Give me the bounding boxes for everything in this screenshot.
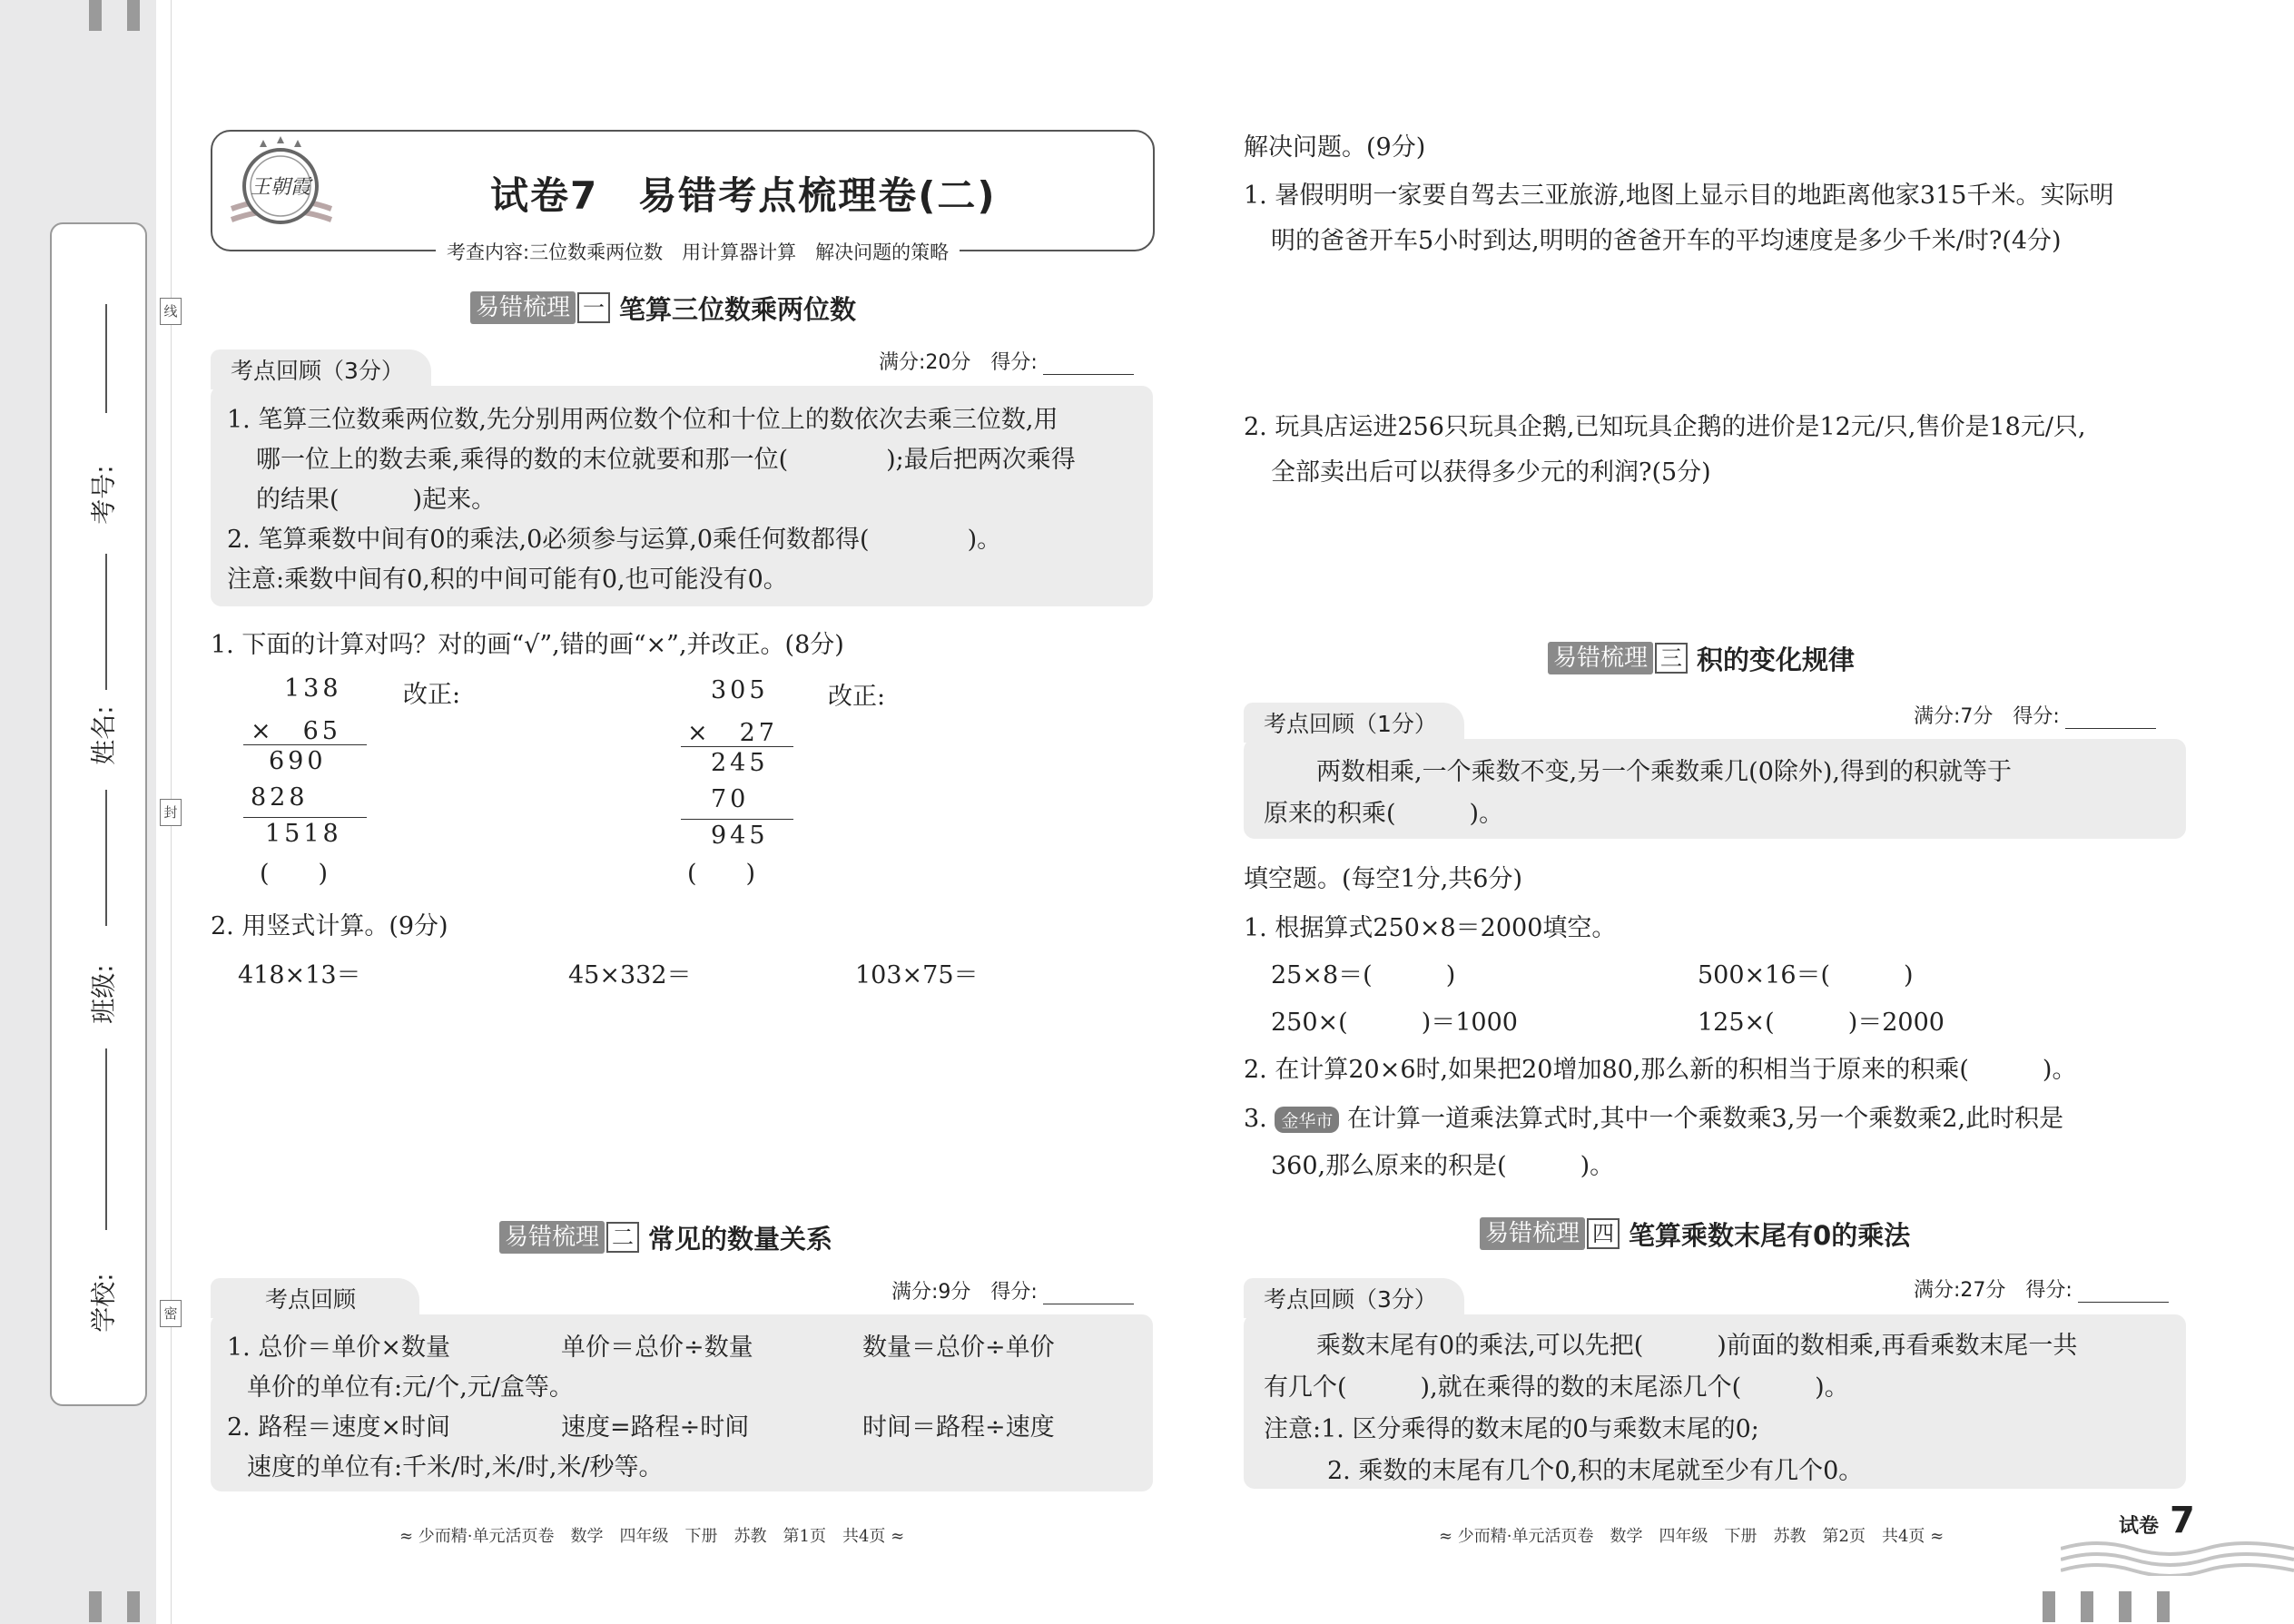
section-badge: 易错梳理 xyxy=(1548,642,1653,674)
score-blank xyxy=(2065,710,2156,729)
score-text: 满分:20分 得分: xyxy=(879,351,1038,374)
calc-a-line: 690 xyxy=(269,747,327,775)
review-line: 有几个( ),就在乘得的数的末尾添几个( )。 xyxy=(1264,1373,1849,1402)
brand-logo xyxy=(227,136,334,236)
fill-item: 25×8＝( ) xyxy=(1271,961,1456,989)
relation-line: 数量＝总价÷单价 xyxy=(862,1334,1055,1362)
problem-intro: 解决问题。(9分) xyxy=(1244,133,1426,162)
paper-number: 7 xyxy=(2166,1500,2199,1541)
section-number: 二 xyxy=(606,1222,639,1253)
score-blank xyxy=(1043,356,1134,375)
relation-line: 单价＝总价÷数量 xyxy=(561,1334,753,1362)
review-line: 两数相乘,一个乘数不变,另一个乘数乘几(0除外),得到的积就等于 xyxy=(1316,758,2012,786)
exam-scope: 考查内容:三位数乘两位数 用计算器计算 解决问题的策略 xyxy=(436,238,960,265)
section-number: 三 xyxy=(1655,643,1688,674)
review-line: 乘数末尾有0的乘法,可以先把( )前面的数相乘,再看乘数末尾一共 xyxy=(1316,1332,2078,1360)
question-2: 2. 用竖式计算。(9分) xyxy=(211,912,448,940)
calc-b-line: 945 xyxy=(711,822,769,850)
calc-item: 103×75＝ xyxy=(855,961,979,989)
score-text: 满分:9分 得分: xyxy=(891,1281,1038,1304)
section-title: 积的变化规律 xyxy=(1697,644,1856,675)
section-number: 一 xyxy=(577,292,610,323)
calc-a-line: 1518 xyxy=(265,820,342,848)
review-tab: 考点回顾（3分） xyxy=(211,349,431,389)
review-tab: 考点回顾 xyxy=(211,1278,419,1318)
calc-b-line: 70 xyxy=(711,785,750,813)
fill-item: 250×( )＝1000 xyxy=(1271,1009,1518,1037)
section-badge: 易错梳理 xyxy=(499,1221,605,1254)
review-note: 注意:1. 区分乘得的数末尾的0与乘数末尾的0; xyxy=(1264,1415,1759,1443)
school-line xyxy=(105,1048,107,1230)
question-number: 3. xyxy=(1244,1105,1267,1133)
calc-b-line: 245 xyxy=(711,749,769,777)
registration-mark xyxy=(89,1591,102,1622)
relation-line: 速度的单位有:千米/时,米/时,米/秒等。 xyxy=(247,1453,664,1481)
fix-label: 改正: xyxy=(828,683,886,711)
fill-question-1: 1. 根据算式250×8＝2000填空。 xyxy=(1244,914,1617,942)
paper-label: 试卷 xyxy=(2115,1511,2162,1539)
fix-label: 改正: xyxy=(403,681,461,709)
score-blank xyxy=(1043,1285,1134,1304)
section-title: 笔算三位数乘两位数 xyxy=(619,293,857,325)
review-tab: 考点回顾（3分） xyxy=(1244,1278,1464,1318)
review-line: 1. 笔算三位数乘两位数,先分别用两位数个位和十位上的数依次去乘三位数,用 xyxy=(227,406,1058,434)
registration-mark xyxy=(89,0,102,31)
calc-item: 418×13＝ xyxy=(238,961,361,989)
relation-line: 2. 路程＝速度×时间 xyxy=(227,1413,450,1442)
calc-b-line: × 27 xyxy=(687,719,778,747)
section-title: 常见的数量关系 xyxy=(648,1223,833,1255)
region-tag: 金华市 xyxy=(1275,1107,1339,1133)
fill-question-2: 2. 在计算20×6时,如果把20增加80,那么新的积相当于原来的积乘( )。 xyxy=(1244,1056,2077,1084)
class-label: 班级: xyxy=(88,964,119,1024)
svg-text:王朝霞: 王朝霞 xyxy=(250,176,311,199)
registration-mark xyxy=(2157,1591,2170,1622)
cut-mark-dense: 密 xyxy=(160,1300,182,1327)
student-name-line xyxy=(105,554,107,690)
review-line: 哪一位上的数去乘,乘得的数的末位就要和那一位( );最后把两次乘得 xyxy=(256,446,1076,474)
review-note: 2. 乘数的末尾有几个0,积的末尾就至少有几个0。 xyxy=(1327,1457,1864,1485)
review-line: 的结果( )起来。 xyxy=(256,486,497,514)
fill-question-3-cont: 360,那么原来的积是( )。 xyxy=(1271,1152,1615,1180)
score-text: 满分:27分 得分: xyxy=(1914,1279,2072,1302)
review-note: 注意:乘数中间有0,积的中间可能有0,也可能没有0。 xyxy=(227,566,788,594)
student-info-box xyxy=(50,222,147,1406)
registration-mark xyxy=(2081,1591,2093,1622)
fill-question-3 xyxy=(1244,1098,2063,1134)
score-line xyxy=(1914,701,2156,729)
review-line: 2. 笔算乘数中间有0的乘法,0必须参与运算,0乘任何数都得( )。 xyxy=(227,526,1002,554)
question-text: 在计算一道乘法算式时,其中一个乘数乘3,另一个乘数乘2,此时积是 xyxy=(1346,1105,2064,1133)
registration-mark xyxy=(2119,1591,2132,1622)
section-heading-1 xyxy=(470,290,856,325)
calc-rule xyxy=(681,819,793,820)
problem-2-line: 全部卖出后可以获得多少元的利润?(5分) xyxy=(1271,458,1711,487)
score-line xyxy=(1914,1275,2169,1303)
section-badge: 易错梳理 xyxy=(470,291,576,324)
section-heading-2 xyxy=(499,1220,832,1255)
section-heading-4 xyxy=(1480,1216,1910,1251)
relation-line: 1. 总价＝单价×数量 xyxy=(227,1334,450,1362)
score-line xyxy=(891,1276,1134,1304)
score-blank xyxy=(2078,1284,2169,1303)
registration-mark xyxy=(127,0,140,31)
calc-b-line: 305 xyxy=(711,676,769,704)
score-line xyxy=(879,347,1134,375)
school-label: 学校: xyxy=(88,1273,119,1333)
fill-intro: 填空题。(每空1分,共6分) xyxy=(1244,865,1523,893)
problem-1-line: 1. 暑假明明一家要自驾去三亚旅游,地图上显示目的地距离他家315千米。实际明 xyxy=(1244,182,2114,210)
relation-line: 速度=路程÷时间 xyxy=(561,1413,750,1442)
answer-blank: ( ) xyxy=(260,860,329,888)
score-text: 满分:7分 得分: xyxy=(1914,705,2060,728)
calc-rule xyxy=(681,746,793,747)
calc-a-line: × 65 xyxy=(251,717,341,745)
registration-mark xyxy=(127,1591,140,1622)
calc-rule xyxy=(243,744,367,745)
calc-rule xyxy=(243,817,367,818)
page-title: 试卷7 易错考点梳理卷(二) xyxy=(490,173,997,218)
review-line: 原来的积乘( )。 xyxy=(1264,800,1504,828)
class-line xyxy=(105,790,107,926)
registration-mark xyxy=(2043,1591,2055,1622)
fill-item: 125×( )＝2000 xyxy=(1698,1009,1944,1037)
calc-a-line: 138 xyxy=(284,674,342,703)
review-tab: 考点回顾（1分） xyxy=(1244,703,1464,743)
relation-line: 单价的单位有:元/个,元/盒等。 xyxy=(247,1373,574,1402)
problem-2-line: 2. 玩具店运进256只玩具企鹅,已知玩具企鹅的进价是12元/只,售价是18元/只, xyxy=(1244,413,2086,441)
footer-right: ≈ 少而精·单元活页卷 数学 四年级 下册 苏教 第2页 共4页 ≈ xyxy=(1439,1527,1944,1546)
calc-item: 45×332＝ xyxy=(568,961,692,989)
fill-item: 500×16＝( ) xyxy=(1698,961,1914,989)
section-heading-3 xyxy=(1548,641,1855,675)
section-badge: 易错梳理 xyxy=(1480,1217,1585,1250)
section-title: 笔算乘数末尾有0的乘法 xyxy=(1629,1219,1911,1251)
section-number: 四 xyxy=(1587,1218,1620,1249)
question-1: 1. 下面的计算对吗？对的画“√”,错的画“×”,并改正。(8分) xyxy=(211,631,844,659)
cut-mark-line: 线 xyxy=(160,298,182,325)
exam-number-line xyxy=(105,304,107,413)
exam-number-label: 考号: xyxy=(88,465,119,525)
student-name-label: 姓名: xyxy=(88,705,119,765)
relation-line: 时间＝路程÷速度 xyxy=(862,1413,1055,1442)
answer-blank: ( ) xyxy=(687,860,756,888)
cut-mark-seal: 封 xyxy=(160,799,182,826)
problem-1-line: 明的爸爸开车5小时到达,明明的爸爸开车的平均速度是多少千米/时?(4分) xyxy=(1271,227,2062,255)
footer-left: ≈ 少而精·单元活页卷 数学 四年级 下册 苏教 第1页 共4页 ≈ xyxy=(399,1527,905,1546)
calc-a-line: 828 xyxy=(251,783,309,812)
